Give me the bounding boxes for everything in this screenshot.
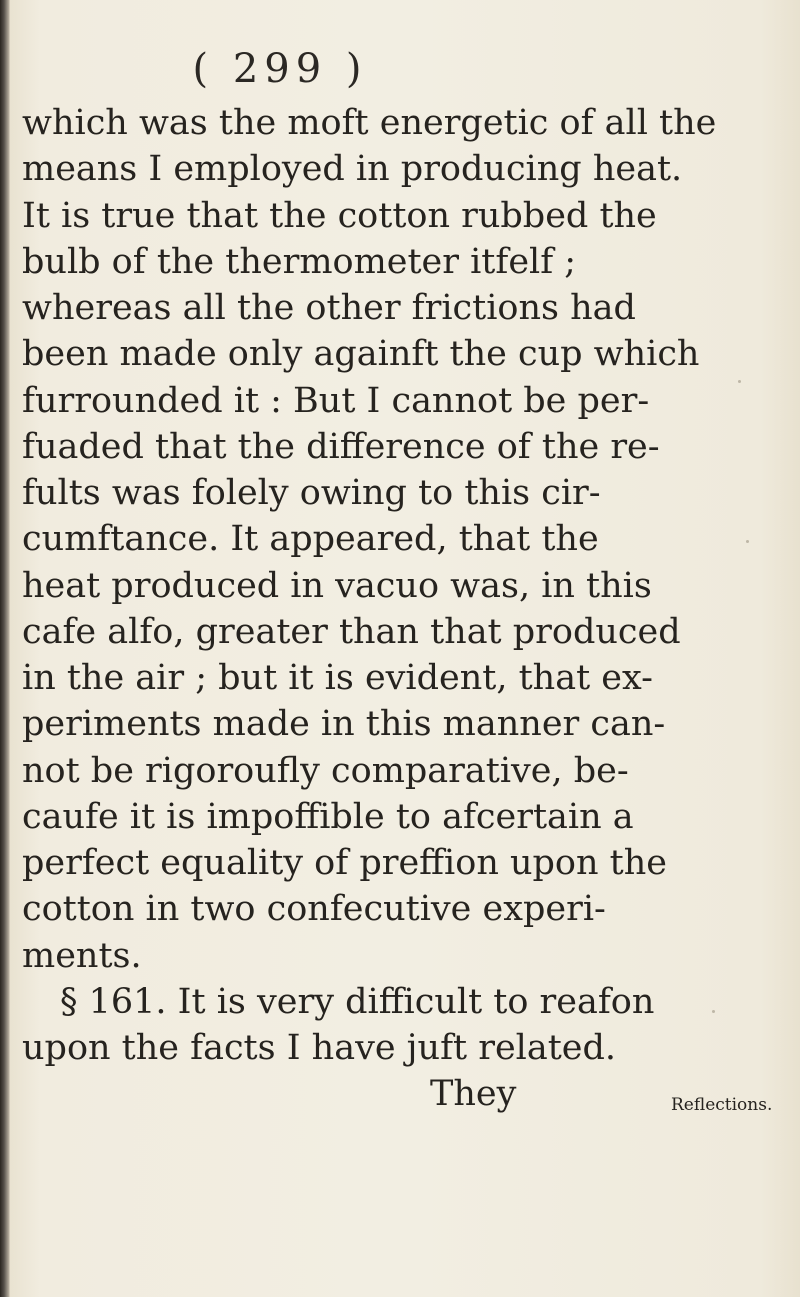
- text-line-3: It is true that the cotton rubbed the: [22, 195, 657, 236]
- text-line-6: been made only againft the cup which: [22, 334, 700, 375]
- text-line-21: upon the facts I have juft related.: [22, 1028, 617, 1068]
- text-line-14: periments made in this manner can-: [22, 704, 666, 745]
- margin-note: Reflections.: [671, 1095, 773, 1115]
- text-line-15: not be rigoroufly comparative, be-: [22, 750, 629, 791]
- text-line-11: heat produced in vacuo was, in this: [22, 565, 652, 606]
- text-line-18: cotton in two confecutive experi-: [22, 889, 606, 930]
- text-line-16: caufe it is impoffible to afcertain a: [22, 796, 634, 837]
- body-text: [22, 100, 717, 1118]
- text-line-5: whereas all the other frictions had: [22, 288, 636, 328]
- text-line-1: which was the moft energetic of all the: [22, 103, 717, 143]
- text-line-17: perfect equality of preffion upon the: [22, 843, 667, 883]
- text-line-7: furrounded it : But I cannot be per-: [22, 380, 650, 421]
- text-line-19: ments.: [22, 935, 142, 976]
- text-line-12: cafe alfo, greater than that produced: [22, 611, 681, 652]
- paper-speck: [712, 1010, 715, 1013]
- text-line-13: in the air ; but it is evident, that ex-: [22, 658, 653, 698]
- text-line-8: fuaded that the difference of the re-: [22, 426, 660, 467]
- binding-edge: [0, 0, 10, 1297]
- text-line-9: fults was folely owing to this cir-: [22, 473, 601, 513]
- page-number: ( 299 ): [192, 46, 368, 92]
- text-line-2: means I employed in producing heat.: [22, 149, 683, 190]
- paper-speck: [738, 380, 741, 383]
- section-161-start: § 161. It is very difficult to reafon: [60, 981, 655, 1022]
- text-line-4: bulb of the thermometer itfelf ;: [22, 241, 577, 282]
- text-line-10: cumftance. It appeared, that the: [22, 519, 599, 560]
- catchword: They: [430, 1074, 517, 1115]
- paper-speck: [746, 540, 749, 543]
